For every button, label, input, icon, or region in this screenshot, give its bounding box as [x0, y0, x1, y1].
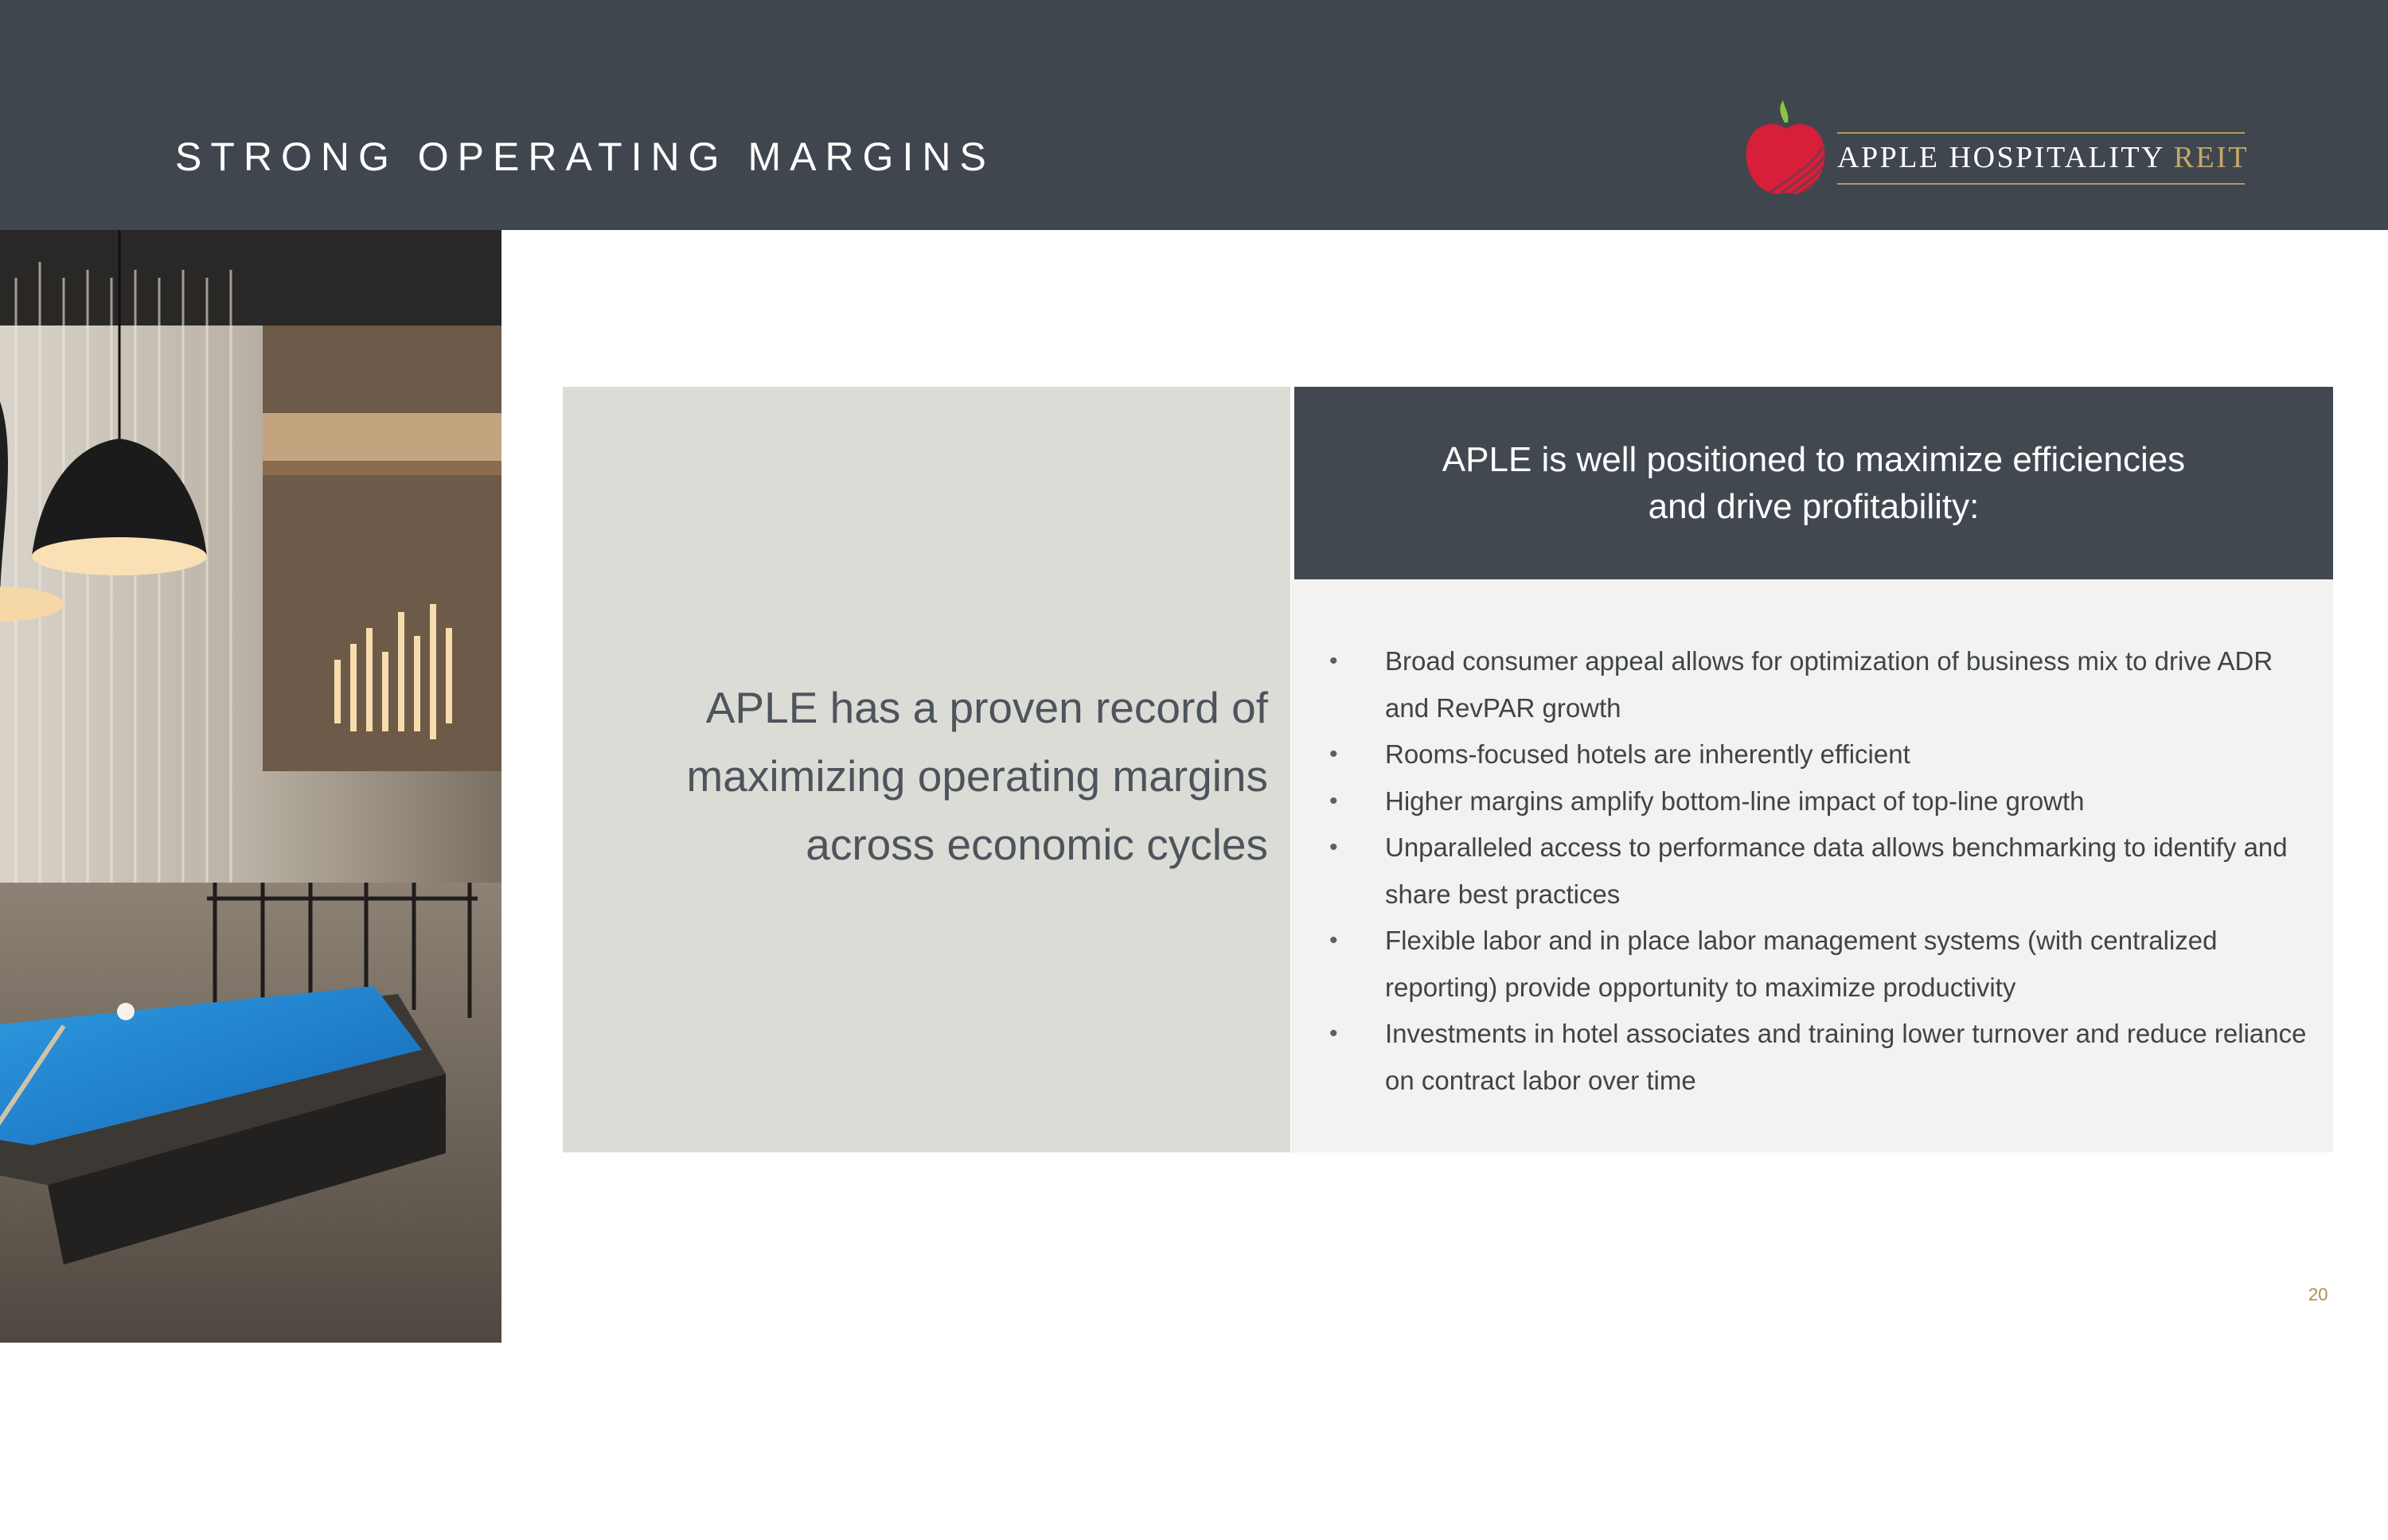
positioning-heading-line1: APLE is well positioned to maximize efficiencies	[1442, 440, 2186, 479]
positioning-heading-panel	[1294, 387, 2333, 579]
list-item: • Higher margins amplify bottom-line impact of top-line growth	[1312, 778, 2323, 825]
bullet-icon: •	[1329, 927, 1338, 953]
apple-logo-icon	[1743, 99, 1829, 202]
positioning-heading	[1416, 436, 2212, 530]
list-item: • Unparalleled access to performance data allows benchmarking to identify and share best practices	[1312, 825, 2323, 918]
key-statement-text: APLE has a proven record of maximizing operating margins across economic cycles	[686, 683, 1268, 869]
slide-title: STRONG OPERATING MARGINS	[175, 135, 995, 179]
list-item: • Investments in hotel associates and training lower turnover and reduce reliance on contract labor over time	[1312, 1011, 2323, 1104]
bullet-icon: •	[1329, 834, 1338, 860]
logo-rule-bottom	[1837, 183, 2245, 185]
key-statement-panel	[563, 387, 1290, 1152]
efficiency-bullets-panel	[1291, 579, 2333, 1152]
hotel-lobby-photo	[0, 230, 501, 1539]
list-item: • Rooms-focused hotels are inherently efficient	[1312, 731, 2323, 778]
positioning-heading-line2: and drive profitability:	[1648, 487, 1980, 526]
list-item: • Broad consumer appeal allows for optimization of business mix to drive ADR and RevPAR growth	[1312, 638, 2323, 731]
efficiency-bullet-list	[1312, 638, 2323, 1104]
logo-rule-top	[1837, 132, 2245, 134]
header-band	[0, 0, 2388, 230]
hotel-lobby-photo-image	[0, 230, 501, 1343]
logo-wordmark: APPLE HOSPITALITY REIT	[1837, 141, 2249, 174]
bullet-icon: •	[1329, 787, 1338, 814]
page-number: 20	[2308, 1285, 2328, 1304]
bullet-icon: •	[1329, 648, 1338, 674]
bullet-icon: •	[1329, 1020, 1338, 1047]
photo-caption: ALOFT PORTLAND DOWNTOWN WATERFRONT ME	[18, 1519, 445, 1539]
list-item: • Flexible labor and in place labor management systems (with centralized reporting) provide opportunity to maximize productivity	[1312, 918, 2323, 1011]
company-logo	[1743, 99, 2249, 202]
bullet-icon: •	[1329, 741, 1338, 767]
